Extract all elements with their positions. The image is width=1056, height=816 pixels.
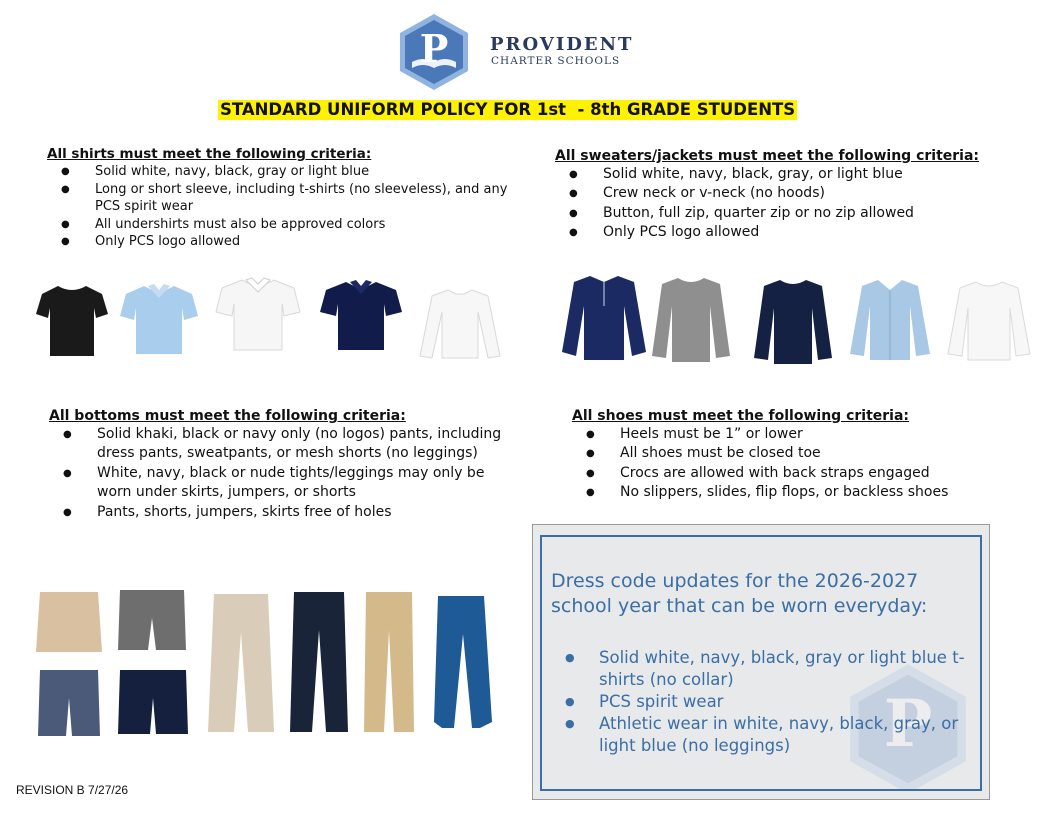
sweaters-section	[555, 148, 1025, 243]
shirts-criteria-list	[47, 163, 517, 251]
list-item: ● Solid white, navy, black, gray or light blue t-shirts (no collar)	[551, 647, 976, 691]
shirts-section	[47, 146, 517, 251]
list-item: ● Solid khaki, black or navy only (no logos) pants, including dress pants, sweatpants, or mesh shorts (no leggings)	[49, 425, 509, 464]
list-item: ● PCS spirit wear	[551, 691, 976, 713]
logo-letter: P	[419, 26, 449, 71]
white-polo-photo	[214, 276, 302, 352]
bottoms-heading: All bottoms must meet the following criteria:	[49, 408, 406, 424]
sweaters-criteria-list	[555, 165, 1025, 243]
navy-polo-photo	[318, 278, 404, 352]
list-item: ● Heels must be 1” or lower	[572, 425, 1022, 444]
brand-subtitle: CHARTER SCHOOLS	[491, 55, 621, 67]
navy-quarter-zip-photo	[560, 272, 648, 364]
shoes-criteria-list	[572, 425, 1022, 503]
white-long-sleeve-polo-photo	[418, 286, 502, 360]
page-title: STANDARD UNIFORM POLICY FOR 1st - 8th GRADE STUDENTS	[220, 100, 796, 119]
brand-name: PROVIDENT	[490, 34, 634, 55]
updates-list	[551, 647, 976, 757]
list-item: ● Crocs are allowed with back straps engaged	[572, 464, 1022, 483]
list-item: ● Athletic wear in white, navy, black, gray, or light blue (no leggings)	[551, 713, 976, 757]
list-item: ● Long or short sleeve, including t-shirts (no sleeveless), and any PCS spirit wear	[47, 181, 517, 216]
pcs-logo	[394, 12, 474, 92]
list-item: ● All shoes must be closed toe	[572, 444, 1022, 463]
navy-pants-photo	[288, 590, 350, 736]
list-item: ● Only PCS logo allowed	[555, 223, 1025, 242]
bottoms-criteria-list	[49, 425, 509, 522]
shirts-heading: All shirts must meet the following criteria:	[47, 146, 372, 162]
black-t-shirt-photo	[34, 284, 110, 358]
khaki-pants-photo	[206, 592, 276, 736]
shoes-section	[572, 408, 1022, 503]
list-item: ● Pants, shorts, jumpers, skirts free of holes	[49, 503, 509, 522]
list-item: ● Solid white, navy, black, gray or light blue	[47, 163, 517, 181]
revision-label: REVISION B 7/27/26	[16, 783, 129, 797]
list-item: ● All undershirts must also be approved colors	[47, 216, 517, 234]
list-item: ● Button, full zip, quarter zip or no zip allowed	[555, 204, 1025, 223]
navy-shorts-photo	[36, 668, 102, 738]
khaki-skort-photo	[34, 590, 104, 656]
list-item: ● Solid white, navy, black, gray, or light blue	[555, 165, 1025, 184]
white-sweatshirt-photo	[946, 278, 1032, 362]
blue-sweatpants-photo	[432, 594, 494, 734]
sweaters-heading: All sweaters/jackets must meet the following criteria:	[555, 148, 980, 164]
shoes-heading: All shoes must meet the following criteria:	[572, 408, 910, 424]
updates-title: Dress code updates for the 2026-2027 school year that can be worn everyday:	[551, 570, 928, 617]
light-blue-polo-photo	[118, 282, 200, 356]
gray-sweatshirt-photo	[650, 274, 732, 364]
list-item: ● Crew neck or v-neck (no hoods)	[555, 184, 1025, 203]
navy-sweater-photo	[752, 276, 834, 366]
svg-text:P: P	[883, 686, 933, 762]
list-item: ● White, navy, black or nude tights/leggings may only be worn under skirts, jumpers, or shorts	[49, 464, 509, 503]
list-item: ● No slippers, slides, flip flops, or backless shoes	[572, 483, 1022, 502]
light-blue-cardigan-photo	[848, 276, 932, 362]
bottoms-section	[49, 408, 509, 522]
list-item: ● Only PCS logo allowed	[47, 233, 517, 251]
gray-shorts-photo	[116, 588, 188, 654]
dark-navy-shorts-photo	[116, 668, 190, 736]
tan-pants-photo	[362, 590, 416, 736]
updates-box-frame	[540, 535, 982, 791]
